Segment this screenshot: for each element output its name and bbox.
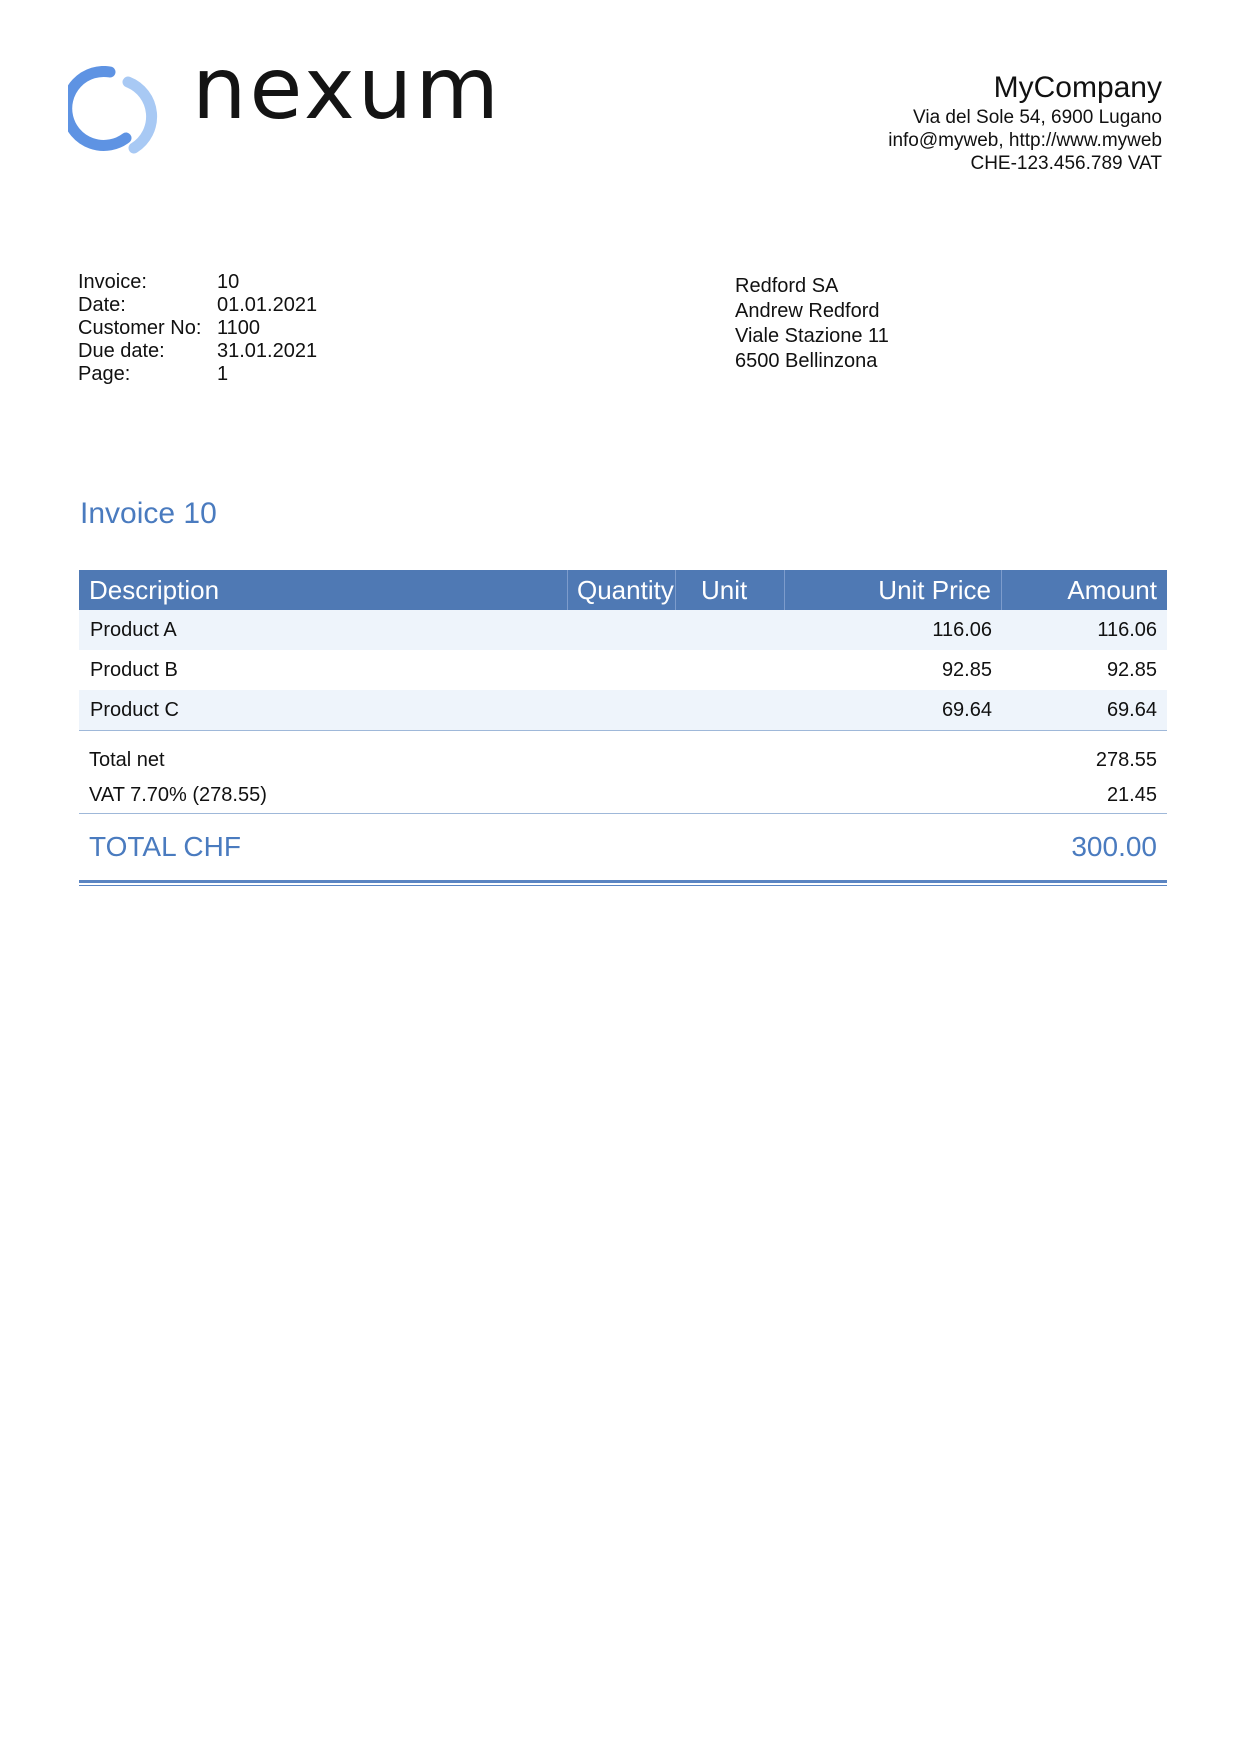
info-value: 1100 [217, 317, 261, 339]
recipient-person: Andrew Redford [735, 300, 880, 322]
info-label: Due date: [78, 340, 165, 362]
row-description: Product A [90, 619, 177, 641]
vat-row [79, 778, 1167, 813]
recipient-street: Viale Stazione 11 [735, 325, 889, 347]
invoice-info [78, 271, 317, 386]
row-quantity [568, 690, 676, 730]
total-net-row [79, 743, 1167, 778]
row-amount: 116.06 [1097, 619, 1157, 641]
rows-divider [79, 730, 1167, 731]
row-description: Product B [90, 659, 178, 681]
grand-total-label: TOTAL CHF [89, 831, 241, 862]
info-value: 10 [217, 271, 240, 293]
recipient-address [735, 274, 889, 374]
logo-wordmark: nexum [192, 39, 503, 139]
table-row [79, 690, 1167, 730]
vat-value: 21.45 [1106, 784, 1157, 806]
grand-total-value: 300.00 [1071, 831, 1157, 862]
company-address: Via del Sole 54, 6900 Lugano [913, 107, 1162, 128]
row-unit-price: 69.64 [941, 699, 992, 721]
company-block [888, 70, 1162, 175]
header-unit: Unit [676, 570, 785, 610]
table-row [79, 610, 1167, 650]
info-label: Page: [78, 363, 131, 385]
info-row-page [78, 363, 317, 386]
invoice-table [79, 570, 1167, 886]
row-unit-price: 92.85 [941, 659, 992, 681]
company-vat: CHE-123.456.789 VAT [970, 153, 1162, 174]
table-header [79, 570, 1167, 610]
vat-label: VAT 7.70% (278.55) [89, 784, 267, 806]
total-double-rule [79, 880, 1167, 886]
header-description: Description [79, 570, 568, 610]
row-amount: 69.64 [1106, 699, 1157, 721]
row-quantity [568, 650, 676, 690]
row-unit [676, 690, 785, 730]
total-net-label: Total net [89, 749, 165, 771]
totals-block [79, 743, 1167, 886]
row-description: Product C [90, 699, 179, 721]
row-unit [676, 610, 785, 650]
recipient-company: Redford SA [735, 275, 839, 297]
info-row-invoice [78, 271, 317, 294]
grand-total-row [79, 814, 1167, 880]
total-net-value: 278.55 [1095, 749, 1157, 771]
company-name: MyCompany [993, 71, 1162, 104]
info-row-date [78, 294, 317, 317]
logo-swirl-icon [68, 66, 168, 156]
company-contact: info@myweb, http://www.myweb [888, 130, 1162, 151]
info-row-customer-no [78, 317, 317, 340]
info-label: Customer No: [78, 317, 202, 339]
row-unit-price: 116.06 [932, 619, 992, 641]
row-unit [676, 650, 785, 690]
row-quantity [568, 610, 676, 650]
row-amount: 92.85 [1106, 659, 1157, 681]
header-unit-price: Unit Price [785, 570, 1002, 610]
invoice-title: Invoice 10 [80, 497, 217, 530]
info-label: Date: [78, 294, 126, 316]
info-value: 1 [217, 363, 229, 385]
recipient-city: 6500 Bellinzona [735, 350, 878, 372]
info-row-due-date [78, 340, 317, 363]
header-quantity: Quantity [568, 570, 676, 610]
header-amount: Amount [1067, 575, 1157, 605]
info-value: 01.01.2021 [217, 294, 318, 316]
info-label: Invoice: [78, 271, 147, 293]
info-value: 31.01.2021 [217, 340, 318, 362]
table-row [79, 650, 1167, 690]
company-logo [68, 39, 508, 156]
